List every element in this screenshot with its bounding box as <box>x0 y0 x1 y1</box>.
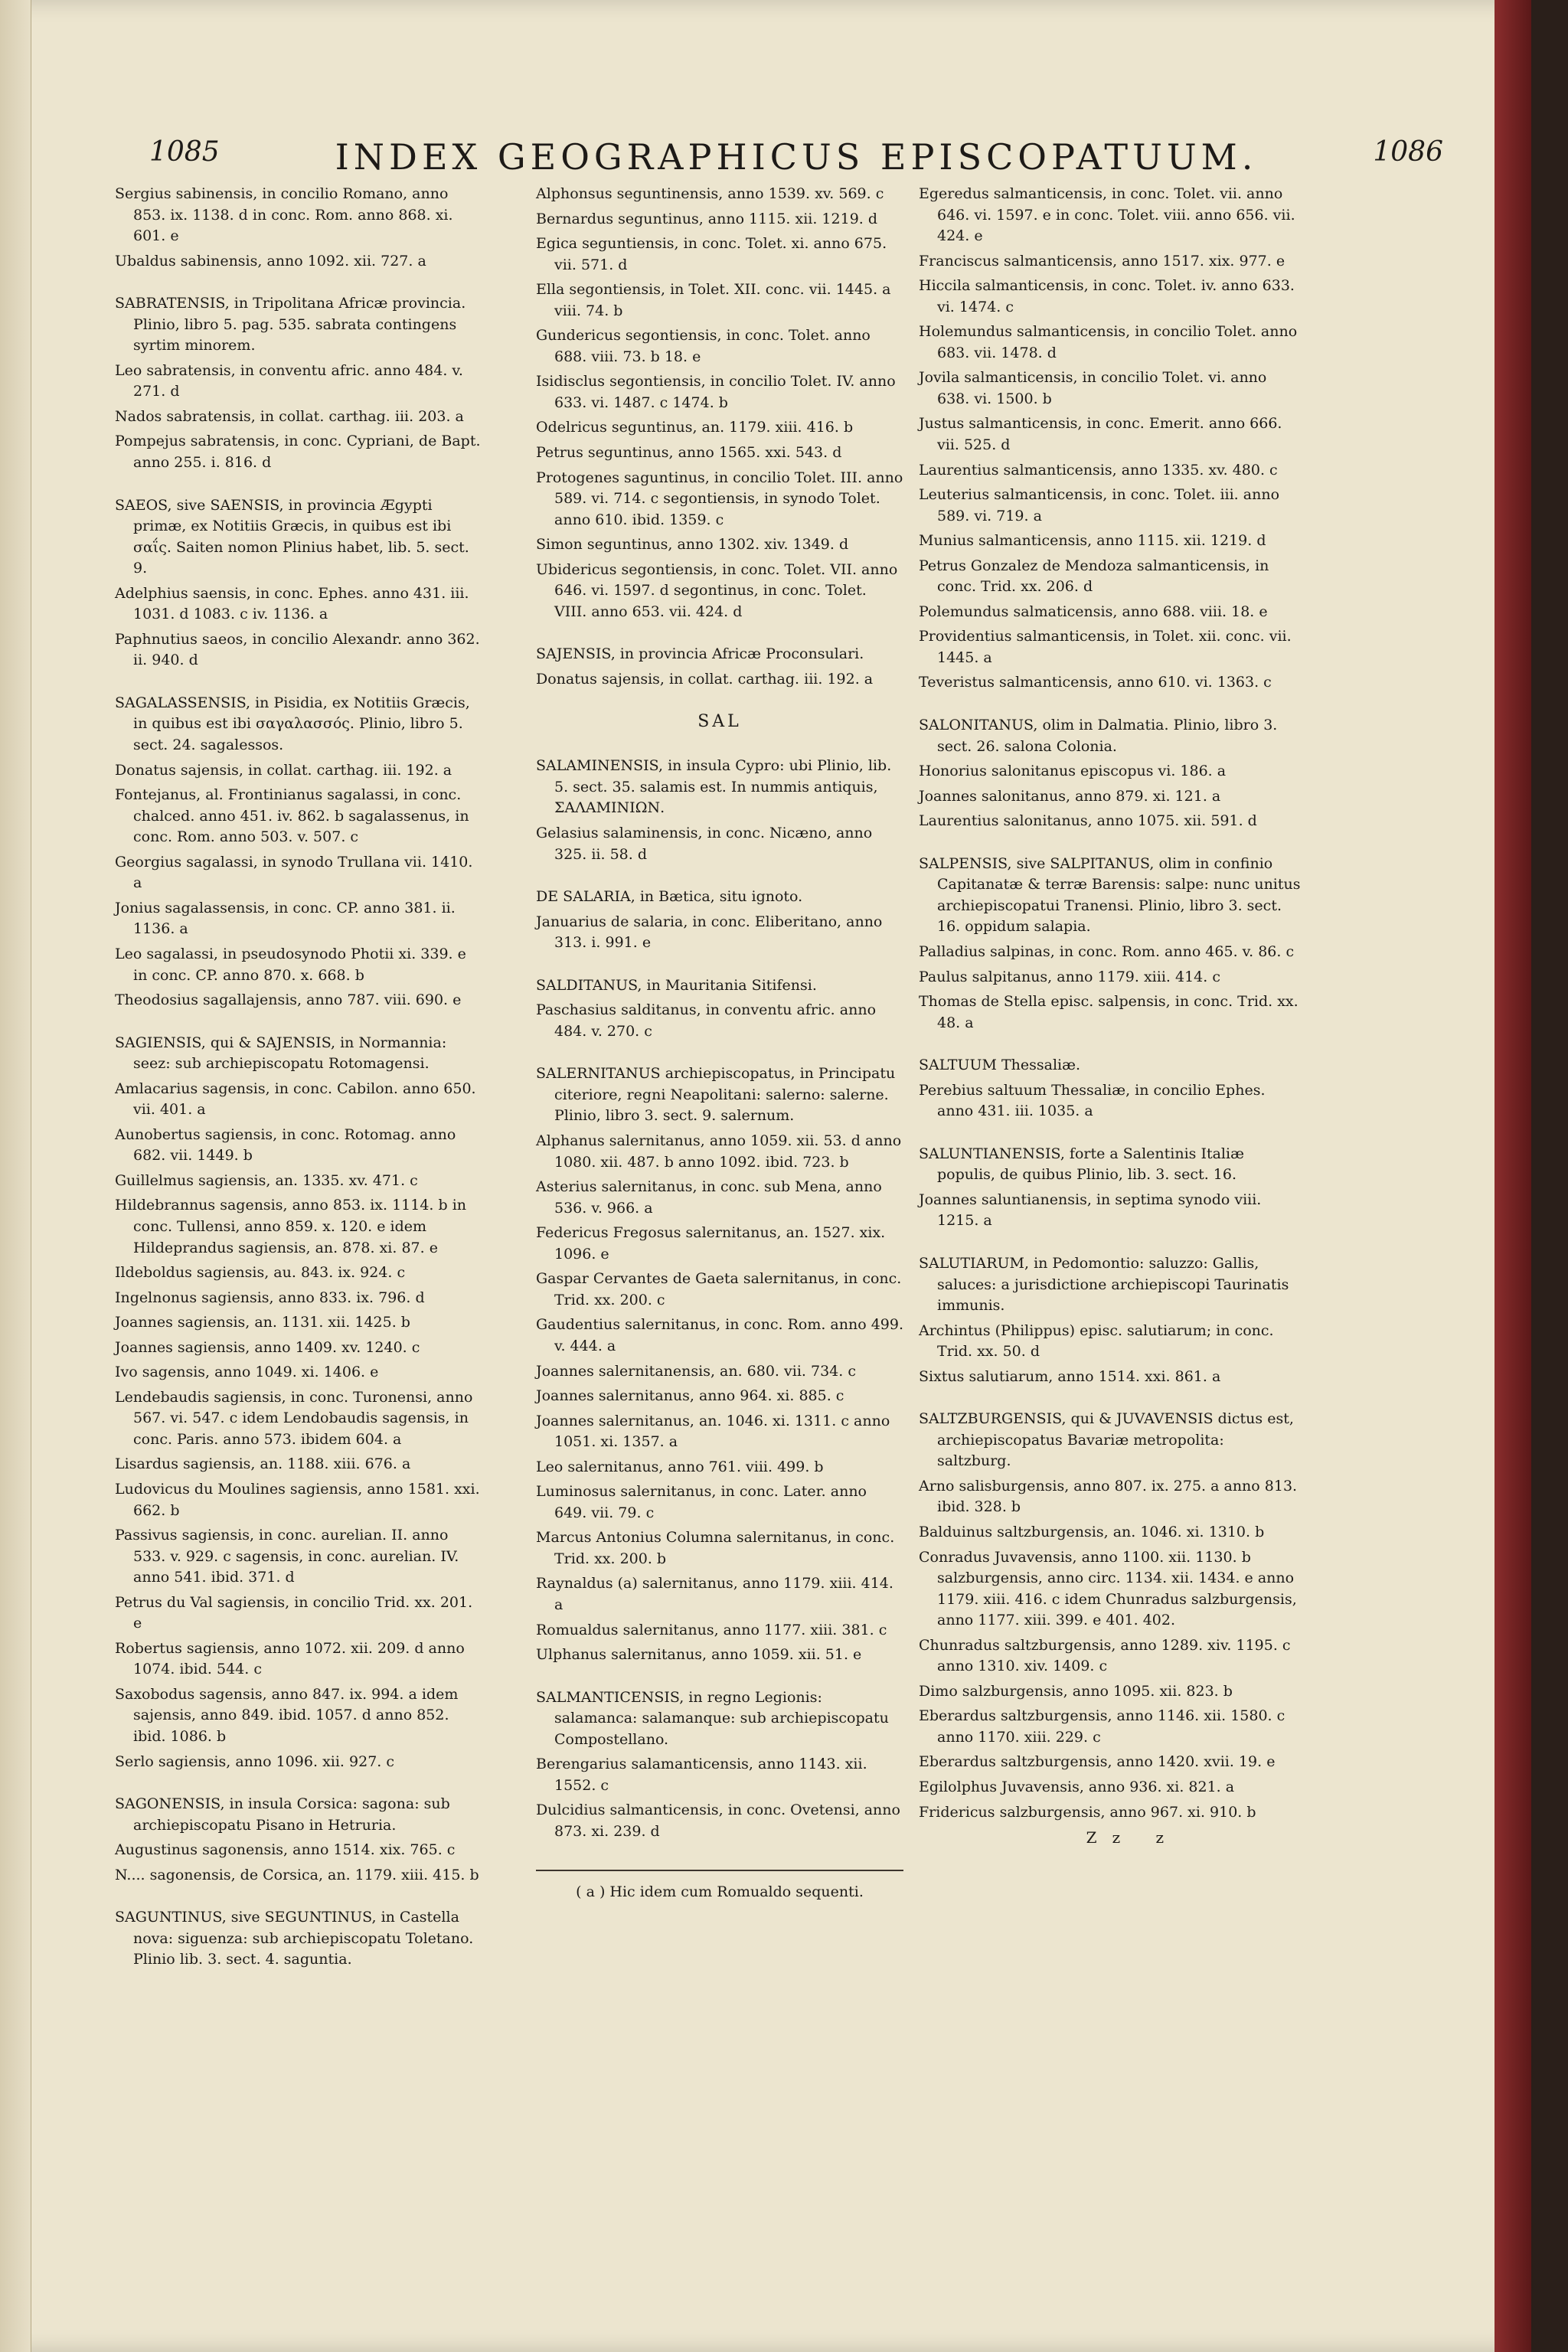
bishop-entry: Palladius salpinas, in conc. Rom. anno 465. v. 86. c <box>919 942 1295 960</box>
bishop-entry: Ubidericus segontiensis, in conc. Tolet. VII. anno 646. vi. 1597. d segontinus, in conc. Tolet. VIII. anno 653. vii. 424. d <box>536 560 898 620</box>
page-title: INDEX GEOGRAPHICUS EPISCOPATUUM. <box>335 136 1258 178</box>
bishop-entry: Ivo sagensis, anno 1049. xi. 1406. e <box>115 1364 379 1381</box>
bishop-entry: Hiccila salmanticensis, in conc. Tolet. iv. anno 633. vi. 1474. c <box>919 277 1295 315</box>
see-heading: SALTUUM Thessaliæ. <box>919 1057 1081 1074</box>
bishop-entry: Ludovicus du Moulines sagiensis, anno 1581. xxi. 662. b <box>115 1480 480 1519</box>
bishop-entry: Ubaldus sabinensis, anno 1092. xii. 727. a <box>115 252 426 270</box>
bishop-entry: Ella segontiensis, in Tolet. XII. conc. vii. 1445. a viii. 74. b <box>536 281 891 319</box>
see-heading: SALPENSIS, sive SALPITANUS, olim in confinio Capitanatæ & terræ Barensis: salpe: nunc unitus archiepiscopatui Tranensi. Plinio, libro 3. sect. 16. oppidum salapia. <box>919 854 1301 936</box>
bishop-entry: Leo salernitanus, anno 761. viii. 499. b <box>536 1458 824 1475</box>
bishop-entry: Guillelmus sagiensis, an. 1335. xv. 471. c <box>115 1171 418 1189</box>
page-number-left: 1085 <box>149 136 220 168</box>
bishop-entry: Egeredus salmanticensis, in conc. Tolet. vii. anno 646. vi. 1597. e in conc. Tolet. viii. anno 656. vii. 424. e <box>919 185 1295 245</box>
bishop-entry: Joannes salernitanensis, an. 680. vii. 734. c <box>536 1362 856 1380</box>
bishop-entry: Donatus sajensis, in collat. carthag. iii. 192. a <box>536 670 874 688</box>
bishop-entry: Laurentius salonitanus, anno 1075. xii. 591. d <box>919 812 1257 830</box>
bishop-entry: Raynaldus (a) salernitanus, anno 1179. xiii. 414. a <box>536 1575 893 1613</box>
bishop-entry: Eberardus saltzburgensis, anno 1146. xii. 1580. c anno 1170. xiii. 229. c <box>919 1707 1285 1746</box>
bishop-entry: Adelphius saensis, in conc. Ephes. anno 431. iii. 1031. d 1083. c iv. 1136. a <box>115 584 469 623</box>
see-heading: DE SALARIA, in Bætica, situ ignoto. <box>536 888 803 906</box>
bishop-entry: Petrus seguntinus, anno 1565. xxi. 543. d <box>536 444 842 462</box>
bishop-entry: Jovila salmanticensis, in concilio Tolet. vi. anno 638. vi. 1500. b <box>919 369 1267 407</box>
bishop-entry: Odelricus seguntinus, an. 1179. xiii. 416. b <box>536 419 854 436</box>
bishop-entry: Sixtus salutiarum, anno 1514. xxi. 861. a <box>919 1367 1221 1385</box>
bishop-entry: Munius salmanticensis, anno 1115. xii. 1219. d <box>919 532 1266 550</box>
bishop-entry: Petrus du Val sagiensis, in concilio Trid. xx. 201. e <box>115 1593 473 1632</box>
bishop-entry: Justus salmanticensis, in conc. Emerit. anno 666. vii. 525. d <box>919 415 1282 454</box>
bishop-entry: Ulphanus salernitanus, anno 1059. xii. 51. e <box>536 1646 862 1664</box>
bishop-entry: Aunobertus sagiensis, in conc. Rotomag. anno 682. vii. 1449. b <box>115 1125 456 1165</box>
bishop-entry: Alphanus salernitanus, anno 1059. xii. 53. d anno 1080. xii. 487. b anno 1092. ibid. 723. b <box>536 1132 902 1171</box>
bishop-entry: Leuterius salmanticensis, in conc. Tolet. iii. anno 589. vi. 719. a <box>919 486 1280 524</box>
bishop-entry: Egilolphus Juvavensis, anno 936. xi. 821. a <box>919 1779 1235 1795</box>
bishop-entry: Lendebaudis sagiensis, in conc. Turonensi, anno 567. vi. 547. c idem Lendobaudis sagensis, in conc. Paris. anno 573. ibidem 604. a <box>115 1388 473 1448</box>
page-header <box>149 136 1443 182</box>
column-2 <box>536 184 903 1903</box>
column-3-entries <box>919 184 1302 1823</box>
bishop-entry: Gelasius salaminensis, in conc. Nicæno, anno 325. ii. 58. d <box>536 825 873 863</box>
see-heading: SALUTIARUM, in Pedomontio: saluzzo: Gallis, saluces: a jurisdictione archiepiscopi Taurinatis immunis. <box>919 1254 1289 1315</box>
bishop-entry: Polemundus salmaticensis, anno 688. viii. 18. e <box>919 603 1268 620</box>
bishop-entry: Joannes salonitanus, anno 879. xi. 121. a <box>919 787 1221 805</box>
column-1 <box>115 184 482 1975</box>
bishop-entry: Laurentius salmanticensis, anno 1335. xv. 480. c <box>919 461 1278 479</box>
bishop-entry: Joannes sagiensis, an. 1131. xii. 1425. b <box>115 1314 410 1331</box>
bishop-entry: Holemundus salmanticensis, in concilio Tolet. anno 683. vii. 1478. d <box>919 323 1298 361</box>
bishop-entry: Augustinus sagonensis, anno 1514. xix. 765. c <box>115 1841 456 1859</box>
signature-mark: Zz z <box>1086 1828 1179 1847</box>
bishop-entry: Amlacarius sagensis, in conc. Cabilon. anno 650. vii. 401. a <box>115 1080 476 1119</box>
bishop-entry: Thomas de Stella episc. salpensis, in conc. Trid. xx. 48. a <box>919 993 1298 1031</box>
bishop-entry: N.... sagonensis, de Corsica, an. 1179. xiii. 415. b <box>115 1866 479 1883</box>
bishop-entry: Federicus Fregosus salernitanus, an. 1527. xix. 1096. e <box>536 1224 886 1263</box>
bishop-entry: Luminosus salernitanus, in conc. Later. anno 649. vii. 79. c <box>536 1483 867 1521</box>
bishop-entry: Jonius sagalassensis, in conc. CP. anno 381. ii. 1136. a <box>115 899 456 938</box>
bishop-entry: Fridericus salzburgensis, anno 967. xi. 910. b <box>919 1803 1256 1821</box>
bishop-entry: Dimo salzburgensis, anno 1095. xii. 823. b <box>919 1682 1233 1700</box>
footnote: ( a ) Hic idem cum Romualdo sequenti. <box>536 1870 903 1903</box>
see-heading: SAGIENSIS, qui & SAJENSIS, in Normannia: seez: sub archiepiscopatu Rotomagensi. <box>115 1034 447 1073</box>
see-heading: SALAMINENSIS, in insula Cypro: ubi Plinio, lib. 5. sect. 35. salamis est. In nummis antiquis, ΣΑΛΑΜΙΝΙΩΝ. <box>536 757 892 817</box>
bishop-entry: Simon seguntinus, anno 1302. xiv. 1349. d <box>536 536 849 554</box>
bishop-entry: Egica seguntiensis, in conc. Tolet. xi. anno 675. vii. 571. d <box>536 235 887 273</box>
bishop-entry: Marcus Antonius Columna salernitanus, in conc. Trid. xx. 200. b <box>536 1529 895 1567</box>
bishop-entry: Nados sabratensis, in collat. carthag. iii. 203. a <box>115 407 464 425</box>
see-heading: SABRATENSIS, in Tripolitana Africæ provincia. Plinio, libro 5. pag. 535. sabrata contingens syrtim minorem. <box>115 295 466 354</box>
bishop-entry: Joannes sagiensis, anno 1409. xv. 1240. c <box>115 1338 420 1356</box>
see-heading: SALTZBURGENSIS, qui & JUVAVENSIS dictus est, archiepiscopatus Bavariæ metropolita: saltzburg. <box>919 1410 1294 1470</box>
bishop-entry: Perebius saltuum Thessaliæ, in concilio Ephes. anno 431. iii. 1035. a <box>919 1081 1266 1120</box>
bishop-entry: Balduinus saltzburgensis, an. 1046. xi. 1310. b <box>919 1523 1265 1540</box>
see-heading: SAJENSIS, in provincia Africæ Proconsulari. <box>536 645 864 663</box>
bishop-entry: Paphnutius saeos, in concilio Alexandr. anno 362. ii. 940. d <box>115 630 480 669</box>
column-3 <box>919 184 1302 1849</box>
see-heading: SALDITANUS, in Mauritania Sitifensi. <box>536 976 817 994</box>
bishop-entry: Petrus Gonzalez de Mendoza salmanticensis, in conc. Trid. xx. 206. d <box>919 557 1269 596</box>
bishop-entry: Eberardus saltzburgensis, anno 1420. xvii. 19. e <box>919 1753 1276 1771</box>
see-heading: SAEOS, sive SAENSIS, in provincia Ægypti primæ, ex Notitiis Græcis, in quibus est ibi σαΐς. Saiten nomon Plinius habet, lib. 5. sect. 9. <box>115 496 469 577</box>
bishop-entry: Leo sagalassi, in pseudosynodo Photii xi. 339. e in conc. CP. anno 870. x. 668. b <box>115 945 466 984</box>
bishop-entry: Theodosius sagallajensis, anno 787. viii. 690. e <box>115 991 462 1009</box>
bishop-entry: Donatus sajensis, in collat. carthag. iii. 192. a <box>115 761 452 779</box>
bishop-entry: Joannes salernitanus, anno 964. xi. 885. c <box>536 1387 844 1405</box>
section-letter-heading: SAL <box>697 712 742 732</box>
bishop-entry: Gundericus segontiensis, in conc. Tolet. anno 688. viii. 73. b 18. e <box>536 327 871 365</box>
column-2-entries <box>536 184 903 1842</box>
bishop-entry: Protogenes saguntinus, in concilio Tolet. III. anno 589. vi. 714. c segontiensis, in synodo Tolet. anno 610. ibid. 1359. c <box>536 469 903 528</box>
bishop-entry: Conradus Juvavensis, anno 1100. xii. 1130. b salzburgensis, anno circ. 1134. xii. 1434. e anno 1179. xiii. 416. c idem Chunradus salzburgensis, anno 1177. xiii. 399. e 401. 402. <box>919 1548 1297 1629</box>
bishop-entry: Franciscus salmanticensis, anno 1517. xix. 977. e <box>919 252 1285 270</box>
bishop-entry: Asterius salernitanus, in conc. sub Mena, anno 536. v. 966. a <box>536 1178 882 1217</box>
bishop-entry: Fontejanus, al. Frontinianus sagalassi, in conc. chalced. anno 451. iv. 862. b sagalassenus, in conc. Rom. anno 503. v. 507. c <box>115 786 469 846</box>
bishop-entry: Gaspar Cervantes de Gaeta salernitanus, in conc. Trid. xx. 200. c <box>536 1270 902 1308</box>
bishop-entry: Saxobodus sagensis, anno 847. ix. 994. a idem sajensis, anno 849. ibid. 1057. d anno 852. ibid. 1086. b <box>115 1685 459 1745</box>
bishop-entry: Januarius de salaria, in conc. Eliberitano, anno 313. i. 991. e <box>536 913 883 952</box>
bishop-entry: Paschasius salditanus, in conventu afric. anno 484. v. 270. c <box>536 1001 877 1040</box>
bishop-entry: Romualdus salernitanus, anno 1177. xiii. 381. c <box>536 1621 887 1638</box>
bishop-entry: Alphonsus seguntinensis, anno 1539. xv. 569. c <box>536 185 884 202</box>
bishop-entry: Passivus sagiensis, in conc. aurelian. II. anno 533. v. 929. c sagensis, in conc. aurelian. IV. anno 541. ibid. 371. d <box>115 1527 459 1586</box>
bishop-entry: Bernardus seguntinus, anno 1115. xii. 1219. d <box>536 210 878 227</box>
bishop-entry: Pompejus sabratensis, in conc. Cypriani, de Bapt. anno 255. i. 816. d <box>115 433 481 472</box>
bishop-entry: Joannes saluntianensis, in septima synodo viii. 1215. a <box>919 1191 1262 1230</box>
see-heading: SAGUNTINUS, sive SEGUNTINUS, in Castella nova: siguenza: sub archiepiscopatu Toletano. Plinio lib. 3. sect. 4. saguntia. <box>115 1909 474 1968</box>
bishop-entry: Leo sabratensis, in conventu afric. anno 484. v. 271. d <box>115 361 463 400</box>
see-heading: SAGALASSENSIS, in Pisidia, ex Notitiis Græcis, in quibus est ibi σαγαλασσός. Plinio, libro 5. sect. 24. sagalessos. <box>115 694 470 754</box>
see-heading: SAGONENSIS, in insula Corsica: sagona: sub archiepiscopatu Pisano in Hetruria. <box>115 1795 450 1834</box>
bishop-entry: Honorius salonitanus episcopus vi. 186. a <box>919 763 1227 780</box>
bishop-entry: Isidisclus segontiensis, in concilio Tolet. IV. anno 633. vi. 1487. c 1474. b <box>536 373 896 411</box>
bishop-entry: Gaudentius salernitanus, in conc. Rom. anno 499. v. 444. a <box>536 1316 904 1354</box>
bishop-entry: Joannes salernitanus, an. 1046. xi. 1311. c anno 1051. xi. 1357. a <box>536 1412 890 1451</box>
see-heading: SALMANTICENSIS, in regno Legionis: salamanca: salamanque: sub archiepiscopatu Compostellano. <box>536 1688 889 1748</box>
bishop-entry: Sergius sabinensis, in concilio Romano, anno 853. ix. 1138. d in conc. Rom. anno 868. xi. 601. e <box>115 185 453 245</box>
bishop-entry: Robertus sagiensis, anno 1072. xii. 209. d anno 1074. ibid. 544. c <box>115 1639 465 1678</box>
see-heading: SALUNTIANENSIS, forte a Salentinis Italiæ populis, de quibus Plinio, lib. 3. sect. 16. <box>919 1145 1244 1184</box>
bishop-entry: Ingelnonus sagiensis, anno 833. ix. 796. d <box>115 1289 425 1306</box>
bishop-entry: Lisardus sagiensis, an. 1188. xiii. 676. a <box>115 1455 411 1473</box>
bishop-entry: Dulcidius salmanticensis, in conc. Ovetensi, anno 873. xi. 239. d <box>536 1802 900 1840</box>
bishop-entry: Chunradus saltzburgensis, anno 1289. xiv. 1195. c anno 1310. xiv. 1409. c <box>919 1636 1291 1675</box>
see-heading: SALERNITANUS archiepiscopatus, in Principatu citeriore, regni Neapolitani: salerno: salerne. Plinio, libro 3. sect. 9. salernum. <box>536 1065 896 1125</box>
page-number-right: 1086 <box>1373 136 1443 168</box>
bishop-entry: Berengarius salamanticensis, anno 1143. xii. 1552. c <box>536 1756 867 1794</box>
index-columns <box>115 184 1301 2297</box>
bishop-entry: Paulus salpitanus, anno 1179. xiii. 414. c <box>919 968 1220 985</box>
bishop-entry: Ildeboldus sagiensis, au. 843. ix. 924. c <box>115 1264 406 1282</box>
bishop-entry: Serlo sagiensis, anno 1096. xii. 927. c <box>115 1753 394 1770</box>
bishop-entry: Archintus (Philippus) episc. salutiarum; in conc. Trid. xx. 50. d <box>919 1321 1274 1361</box>
bishop-entry: Arno salisburgensis, anno 807. ix. 275. a anno 813. ibid. 328. b <box>919 1477 1298 1516</box>
bishop-entry: Hildebrannus sagensis, anno 853. ix. 1114. b in conc. Tullensi, anno 859. x. 120. e idem Hildeprandus sagiensis, an. 878. xi. 87. e <box>115 1197 467 1256</box>
see-heading: SALONITANUS, olim in Dalmatia. Plinio, libro 3. sect. 26. salona Colonia. <box>919 717 1278 755</box>
bishop-entry: Georgius sagalassi, in synodo Trullana vii. 1410. a <box>115 853 473 892</box>
bishop-entry: Providentius salmanticensis, in Tolet. xii. conc. vii. 1445. a <box>919 628 1292 666</box>
bishop-entry: Teveristus salmanticensis, anno 610. vi. 1363. c <box>919 674 1272 691</box>
book-binding-edge <box>1494 0 1531 2352</box>
previous-page-edge <box>0 0 31 2352</box>
